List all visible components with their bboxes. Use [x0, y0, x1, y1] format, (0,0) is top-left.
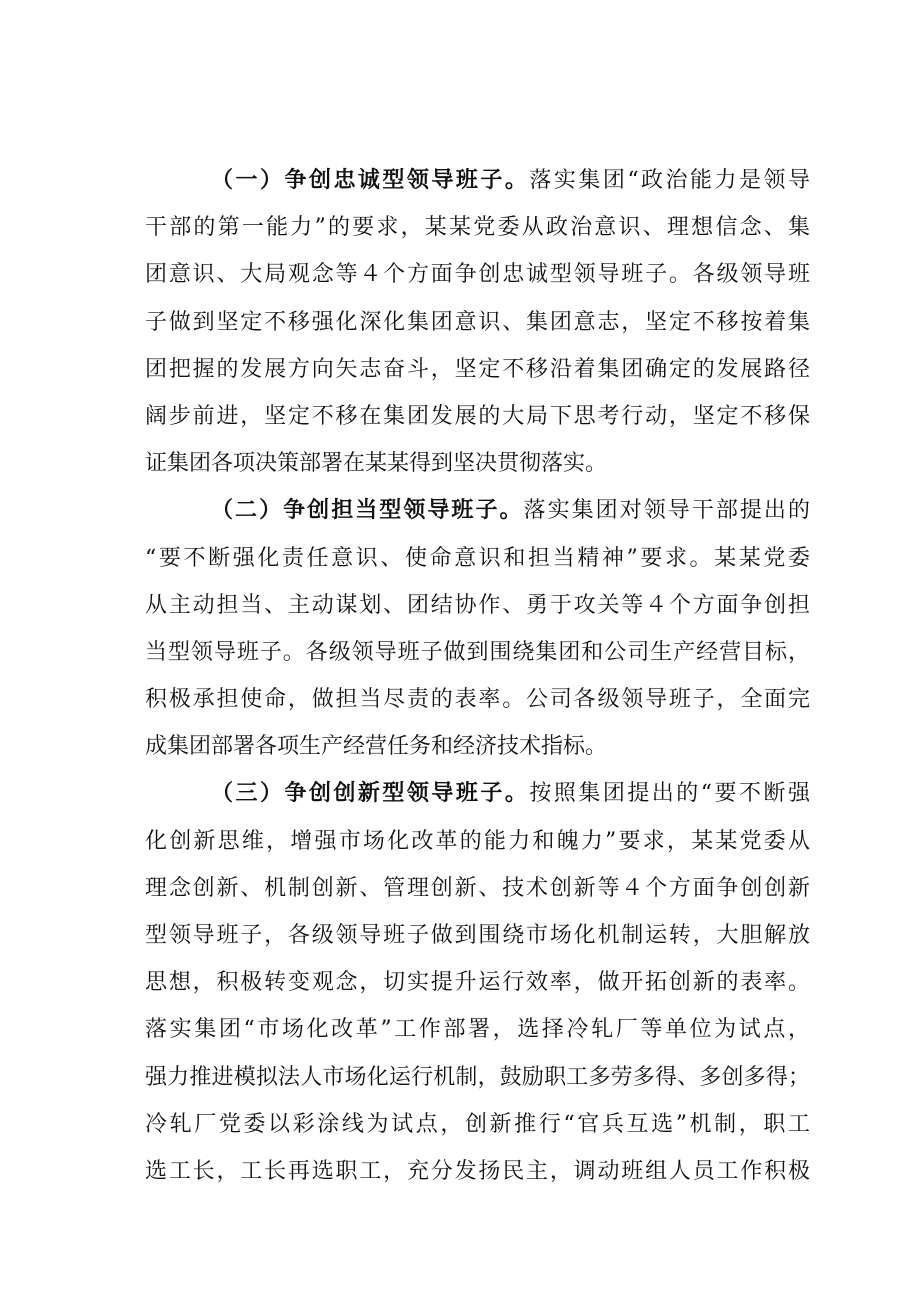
paragraph-3-line-1 — [145, 770, 810, 817]
paragraph-2-line-5: 积极承担使命，做担当尽责的表率。公司各级领导班子，全面完 — [145, 687, 810, 713]
paragraph-1-line-7: 证集团各项决策部署在某某得到坚决贯彻落实。 — [145, 451, 608, 477]
paragraph-1-line-2: 干部的第一能力”的要求，某某党委从政治意识、理想信念、集 — [145, 215, 810, 241]
document-body — [145, 157, 810, 1195]
paragraph-1-heading: （一）争创忠诚型领导班子。 — [211, 168, 530, 193]
paragraph-1-line-4: 子做到坚定不移强化深化集团意识、集团意志，坚定不移按着集 — [145, 309, 810, 335]
paragraph-2-heading: （二）争创担当型领导班子。 — [211, 498, 524, 524]
paragraph-3-line-9: 选工长，工长再选职工，充分发扬民主，调动班组人员工作积极 — [145, 1158, 810, 1184]
paragraph-3-text: 按照集团提出的“要不断强 — [529, 781, 810, 807]
paragraph-1-text: 落实集团“政治能力是领导 — [529, 168, 810, 193]
paragraph-3-line-2: 化创新思维，增强市场化改革的能力和魄力”要求，某某党委从 — [145, 828, 810, 854]
paragraph-1-line-6: 阔步前进，坚定不移在集团发展的大局下思考行动，坚定不移保 — [145, 403, 810, 429]
paragraph-3-line-8: 冷轧厂党委以彩涂线为试点，创新推行“官兵互选”机制，职工 — [145, 1111, 810, 1137]
paragraph-2-line-2: “要不断强化责任意识、使命意识和担当精神”要求。某某党委 — [145, 545, 810, 571]
paragraph-3-line-3: 理念创新、机制创新、管理创新、技术创新等４个方面争创创新 — [145, 875, 810, 901]
paragraph-2-text: 落实集团对领导干部提出的 — [523, 498, 810, 524]
paragraph-1-line-1 — [145, 157, 810, 204]
paragraph-1-line-5: 团把握的发展方向矢志奋斗，坚定不移沿着集团确定的发展路径 — [145, 356, 810, 382]
paragraph-2-line-1 — [145, 487, 810, 534]
paragraph-3-line-6: 落实集团“市场化改革”工作部署，选择冷轧厂等单位为试点， — [145, 1017, 810, 1043]
paragraph-1-line-3: 团意识、大局观念等４个方面争创忠诚型领导班子。各级领导班 — [145, 262, 810, 288]
paragraph-2-line-6: 成集团部署各项生产经营任务和经济技术指标。 — [145, 734, 608, 760]
paragraph-3-line-5: 思想，积极转变观念，切实提升运行效率，做开拓创新的表率。 — [145, 970, 810, 996]
paragraph-2-line-4: 当型领导班子。各级领导班子做到围绕集团和公司生产经营目标， — [145, 639, 810, 665]
paragraph-3-heading: （三）争创创新型领导班子。 — [211, 781, 530, 807]
paragraph-3-line-4: 型领导班子，各级领导班子做到围绕市场化机制运转，大胆解放 — [145, 923, 810, 948]
paragraph-2-line-3: 从主动担当、主动谋划、团结协作、勇于攻关等４个方面争创担 — [145, 592, 810, 618]
paragraph-3-line-7: 强力推进模拟法人市场化运行机制，鼓励职工多劳多得、多创多得； — [145, 1064, 810, 1090]
